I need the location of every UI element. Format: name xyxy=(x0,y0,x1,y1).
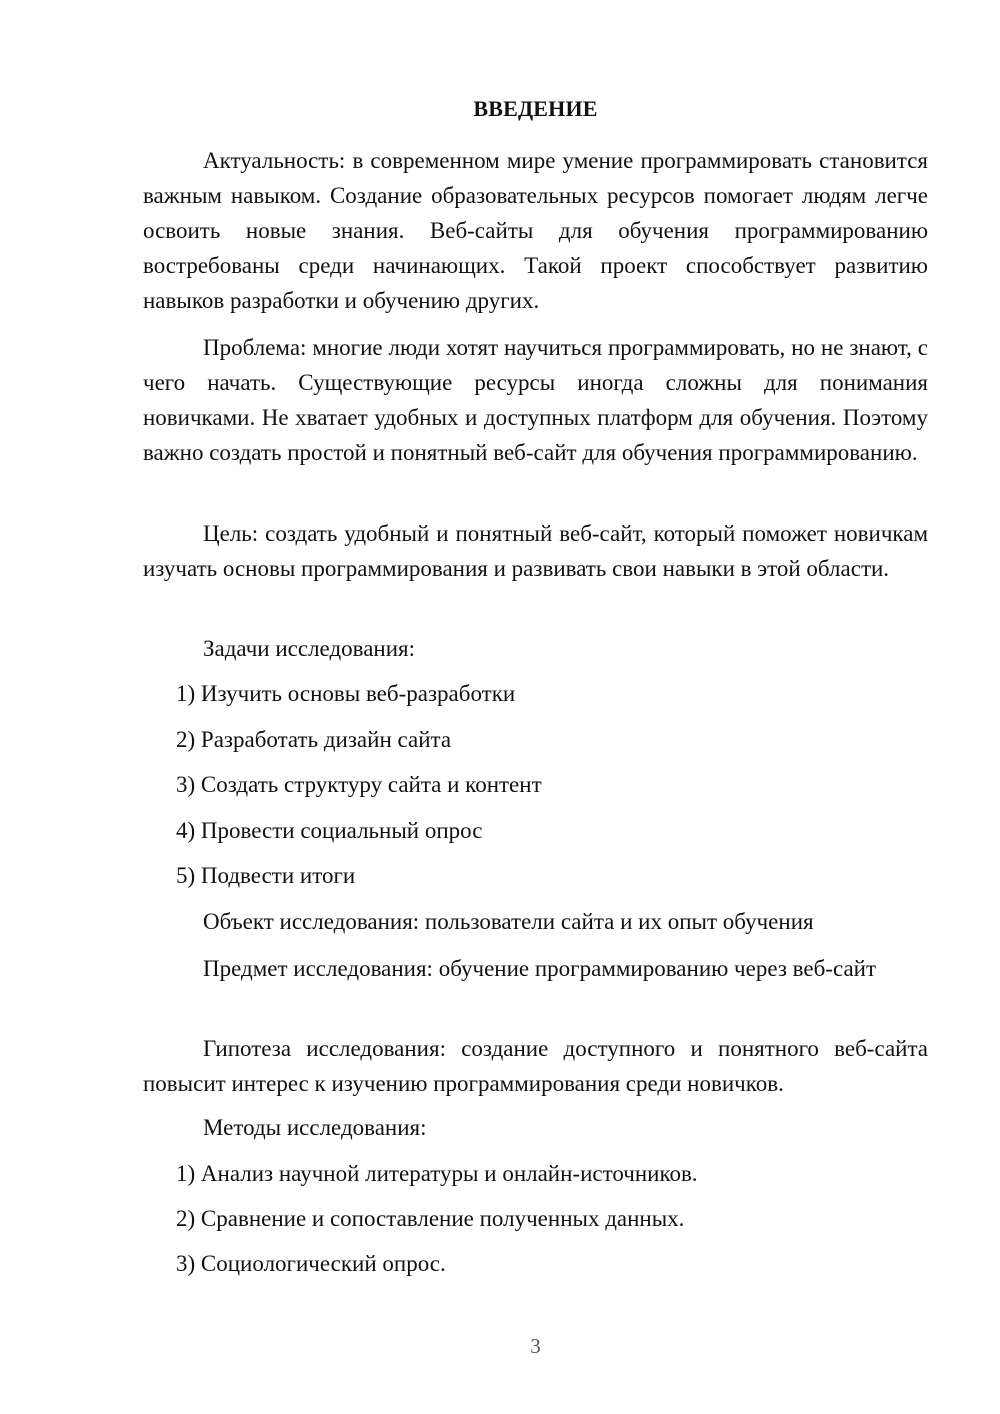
task-item-3: 3) Создать структуру сайта и контент xyxy=(176,772,542,797)
hypothesis-paragraph: Гипотеза исследования: создание доступного и понятного веб-сайта повысит интерес к изучению программирования среди новичков. xyxy=(143,1036,928,1096)
methods-heading: Методы исследования: xyxy=(203,1115,427,1140)
section-title: ВВЕДЕНИЕ xyxy=(473,96,598,121)
relevance-paragraph: Актуальность: в современном мире умение программировать становится важным навыком. Создание образовательных ресурсов помогает людям легче освоить новые знания. Веб-сайты для обучения программированию востребованы среди начинающих. Такой проект способствует развитию навыков разработки и обучению других. xyxy=(143,148,928,313)
page-number: 3 xyxy=(530,1334,541,1358)
task-item-5: 5) Подвести итоги xyxy=(176,863,356,888)
method-item-2: 2) Сравнение и сопоставление полученных данных. xyxy=(176,1206,685,1231)
object-line: Объект исследования: пользователи сайта и их опыт обучения xyxy=(203,909,814,934)
task-item-2: 2) Разработать дизайн сайта xyxy=(176,727,452,752)
document-page xyxy=(143,0,928,1414)
method-item-3: 3) Социологический опрос. xyxy=(176,1251,446,1276)
task-item-4: 4) Провести социальный опрос xyxy=(176,818,483,843)
tasks-heading: Задачи исследования: xyxy=(203,636,416,661)
problem-paragraph: Проблема: многие люди хотят научиться программировать, но не знают, с чего начать. Существующие ресурсы иногда сложны для понимания новичками. Не хватает удобных и доступных платформ для обучения. Поэтому важно создать простой и понятный веб-сайт для обучения программированию. xyxy=(143,335,928,465)
task-item-1: 1) Изучить основы веб-разработки xyxy=(176,681,516,706)
method-item-1: 1) Анализ научной литературы и онлайн-источников. xyxy=(176,1161,698,1186)
goal-paragraph: Цель: создать удобный и понятный веб-сайт, который поможет новичкам изучать основы программирования и развивать свои навыки в этой области. xyxy=(143,521,928,581)
subject-paragraph: Предмет исследования: обучение программированию через веб-сайт xyxy=(203,956,877,981)
